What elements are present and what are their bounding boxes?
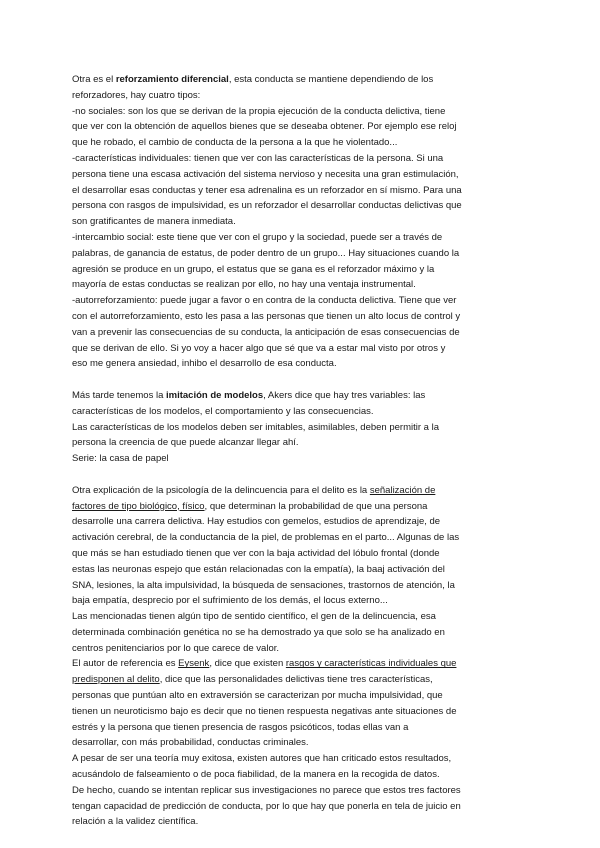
text-line: activación cerebral, de la conductancia de la piel, de problemas en el parto... Algunas de las xyxy=(72,532,460,544)
underlined-author: Eysenk xyxy=(178,658,210,670)
text-run: , dice que las personalidades delictivas tiene tres características, xyxy=(159,674,433,686)
text-run: El autor de referencia es xyxy=(72,658,179,670)
text-line: eso me genera ansiedad, inhibo el desarrollo de esa conducta. xyxy=(72,358,337,370)
text-line: van a prevenir las consecuencias de su conducta, la anticipación de esas consecuencias de xyxy=(72,326,460,338)
text-line: -no sociales: son los que se derivan de la propia ejecución de la conducta delictiva, tiene xyxy=(72,105,446,117)
text-run: Más tarde tenemos la xyxy=(72,389,166,401)
text-line: tienen un neuroticismo bajo es decir que no tienen respuesta negativas ante situaciones de xyxy=(72,705,457,717)
paragraph-reforzamiento xyxy=(72,72,532,372)
underlined-term: señalización de xyxy=(369,484,436,496)
text-line: personas que puntúan alto en extraversión se caracterizan por mucha impulsividad, que xyxy=(72,690,443,702)
text-line: persona con rasgos de impulsividad, es un reforzador el desarrollar conductas delictivas que xyxy=(72,200,462,212)
text-line: desarrollar, con más probabilidad, conductas criminales. xyxy=(72,737,309,749)
text-line: A pesar de ser una teoría muy exitosa, existen autores que han criticado estos resultados, xyxy=(72,753,452,765)
text-line: que se derivan de ello. Si yo voy a hacer algo que sé que va a estar mal visto por otros y xyxy=(72,342,446,354)
paragraph-gap xyxy=(72,467,532,483)
text-line: son gratificantes de manera inmediata. xyxy=(72,216,236,228)
text-line: estas las neuronas espejo que están relacionadas con la empatía), la baaj activación del xyxy=(72,563,445,575)
text-line: estrés y la persona que tienen presencia de rasgos psicóticos, todas ellas van a xyxy=(72,721,409,733)
text-line: -autorreforzamiento: puede jugar a favor o en contra de la conducta delictiva. Tiene que ver xyxy=(72,295,457,307)
text-run: , que determinan la probabilidad de que una persona xyxy=(204,500,428,512)
text-line: Las mencionadas tienen algún tipo de sentido científico, el gen de la delincuencia, esa xyxy=(72,611,436,623)
text-run: Otra explicación de la psicología de la delincuencia para el delito es la xyxy=(72,484,370,496)
text-line: acusándolo de falseamiento o de poca fiabilidad, de la manera en la recogida de datos. xyxy=(72,769,440,781)
text-line: palabras, de ganancia de estatus, de poder dentro de un grupo... Hay situaciones cuando la xyxy=(72,247,460,259)
text-line: determinada combinación genética no se ha demostrado ya que solo se ha analizado en xyxy=(72,626,445,638)
text-line xyxy=(72,499,532,515)
text-line: que más se han estudiado tienen que ver con la baja actividad del lóbulo frontal (donde xyxy=(72,547,440,559)
text-line: -intercambio social: este tiene que ver con el grupo y la sociedad, puede ser a través de xyxy=(72,231,443,243)
text-line: Serie: la casa de papel xyxy=(72,453,169,465)
text-line: con el autorreforzamiento, esto les pasa a las personas que tienen un alto locus de control y xyxy=(72,310,461,322)
text-line: que he robado, el cambio de conducta de la persona a la que he violentado... xyxy=(72,137,398,149)
underlined-term: factores de tipo biológico, físico xyxy=(72,500,205,512)
text-line: mayoría de estas conductas se realizan por ello, no hay una ventaja instrumental. xyxy=(72,279,416,291)
text-line xyxy=(72,656,532,672)
text-line: desarrolle una carrera delictiva. Hay estudios con gemelos, estudios de aprendizaje, de xyxy=(72,516,441,528)
text-line: tengan capacidad de predicción de conducta, por lo que hay que ponerla en tela de juicio en xyxy=(72,800,461,812)
text-run: Otra es el xyxy=(72,74,116,85)
text-line: agresión se produce en un grupo, el estatus que se gana es el reforzador máximo y la xyxy=(72,263,435,275)
text-run: , Akers dice que hay tres variables: las xyxy=(263,389,426,401)
text-line: Las características de los modelos deben ser imitables, asimilables, deben permitir a la xyxy=(72,421,439,433)
text-line xyxy=(72,388,532,404)
text-line: De hecho, cuando se intentan replicar sus investigaciones no parece que estos tres factores xyxy=(72,784,461,796)
underlined-term: predisponen al delito xyxy=(72,674,160,686)
paragraph-senalizacion xyxy=(72,483,532,831)
text-line: relación a la validez científica. xyxy=(72,816,199,828)
bold-term: imitación de modelos xyxy=(166,389,264,401)
text-line: reforzadores, hay cuatro tipos: xyxy=(72,89,201,101)
text-line: el desarrollar esas conductas y tener esa adrenalina es un reforzador en sí mismo. Para una xyxy=(72,184,462,196)
text-run: , dice que existen xyxy=(209,658,286,670)
text-line: baja empatía, desprecio por el sufrimiento de los demás, el locus externo... xyxy=(72,595,388,607)
text-line xyxy=(72,672,532,688)
paragraph-gap xyxy=(72,372,532,388)
text-line xyxy=(72,72,532,88)
text-line: que ver con la obtención de aquellos bienes que se deseaba obtener. Por ejemplo ese reloj xyxy=(72,121,457,133)
text-line: SNA, lesiones, la alta impulsividad, la búsqueda de sensaciones, trastornos de atención, la xyxy=(72,579,455,591)
underlined-term: rasgos y características individuales que xyxy=(285,658,457,670)
text-line: centros penitenciarios por lo que carece de valor. xyxy=(72,642,280,654)
text-line: persona la creencia de que puede alcanzar llegar ahí. xyxy=(72,437,299,449)
paragraph-imitacion xyxy=(72,388,532,467)
text-run: , esta conducta se mantiene dependiendo de los xyxy=(228,74,434,85)
text-line: -características individuales: tienen que ver con las características de la persona. Si una xyxy=(72,152,444,164)
text-line: persona tiene una escasa activación del sistema nervioso y necesita una gran estimulación, xyxy=(72,168,459,180)
document-page xyxy=(72,72,532,830)
bold-term: reforzamiento diferencial xyxy=(115,74,229,85)
text-line xyxy=(72,483,532,499)
text-line: características de los modelos, el comportamiento y las consecuencias. xyxy=(72,405,374,417)
